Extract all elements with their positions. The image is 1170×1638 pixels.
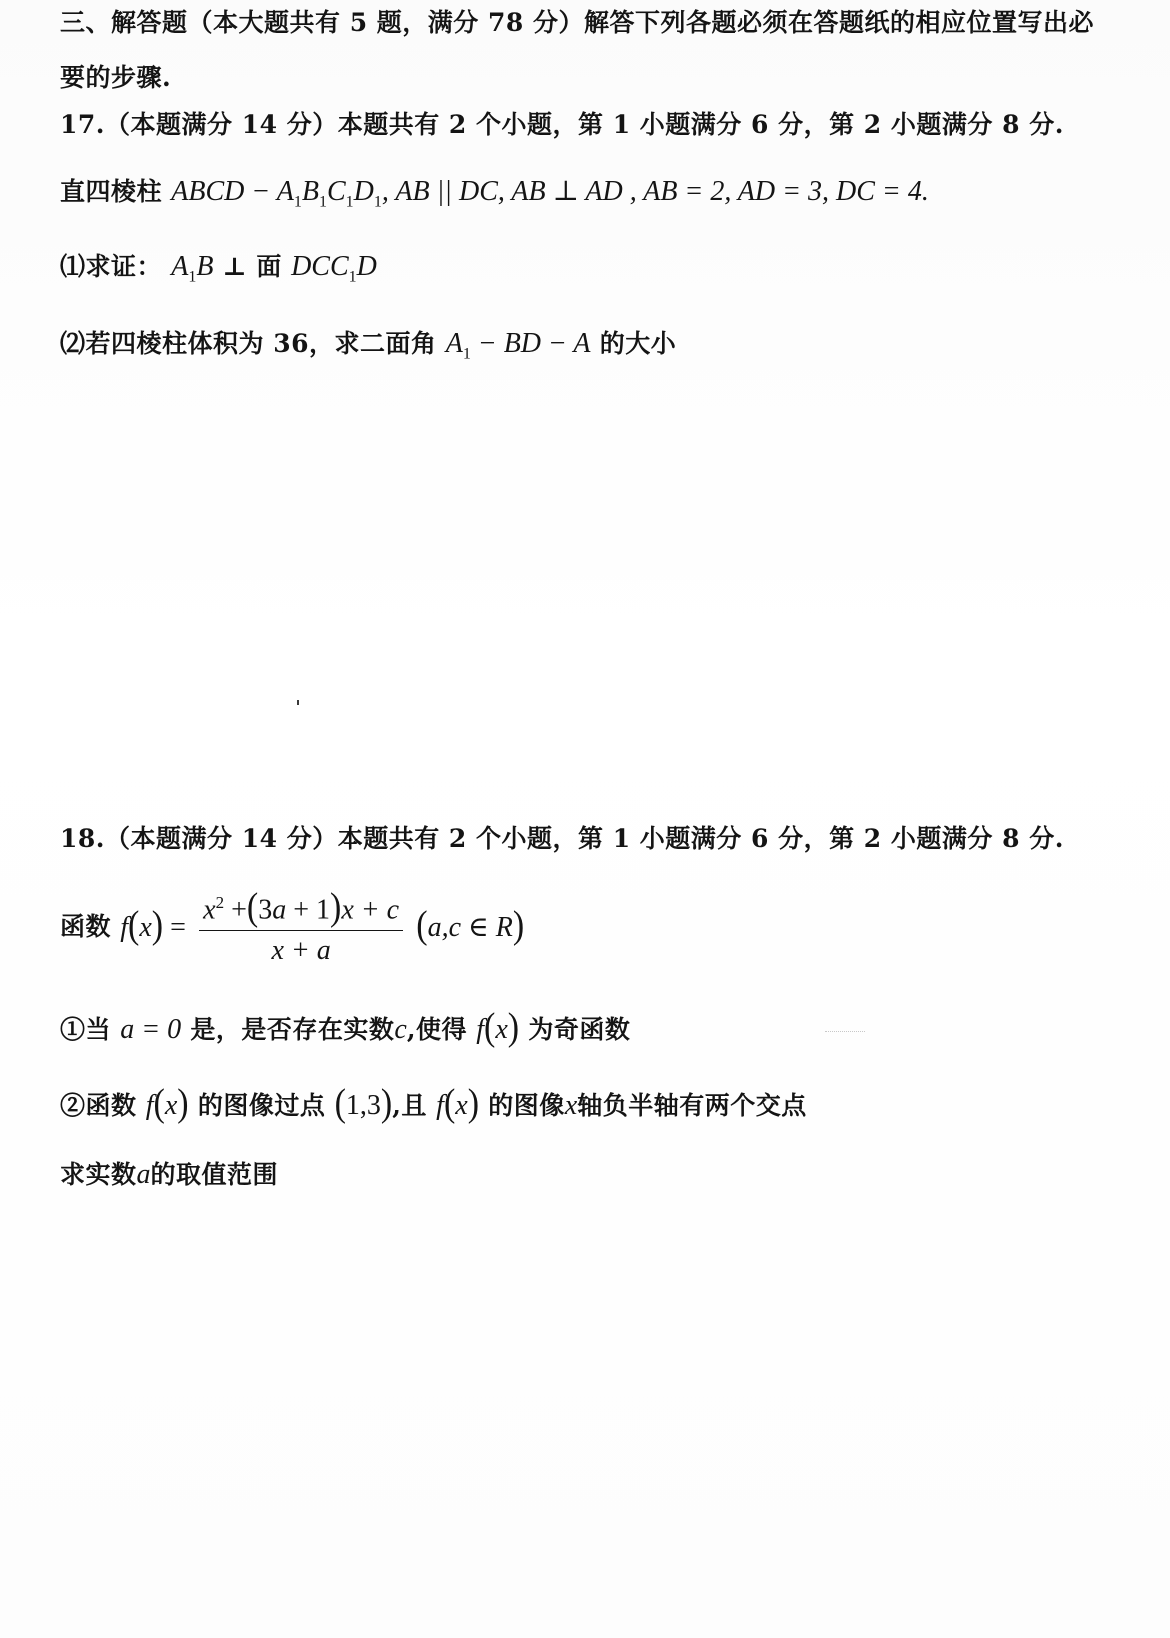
q18-part1-c: c [394, 1014, 407, 1045]
q17-part1-prefix: ⑴求证： [60, 252, 163, 281]
q17-conditions: , AB || DC, AB ⊥ AD , AB = 2, AD = 3, DC = 4. [381, 176, 929, 207]
q17-part2-angle: $A_1$ − BD − A [445, 328, 591, 363]
section-header-line2: 要的步骤. [60, 63, 172, 92]
q18-func-lhs: f(x) = [120, 904, 186, 947]
q17-part1-plane: $DCC_1D$ [291, 251, 377, 286]
q18-part2 [60, 1082, 807, 1125]
q18-part2-prefix: ②函数 [60, 1091, 137, 1120]
q18-part1-cond: a = 0 [120, 1014, 182, 1045]
q17-part1 [60, 250, 377, 295]
q18-function [60, 885, 524, 969]
q17-part1-perp: ⊥ 面 [213, 252, 292, 281]
q17-header: 17.（本题满分 14 分）本题共有 2 个小题，第 1 小题满分 6 分，第 2 小题满分 8 分. [60, 110, 1064, 139]
q17-part1-line: $A_1B$ [171, 251, 214, 286]
q18-part1-fx: f(x) [476, 1006, 520, 1049]
q17-stem [60, 175, 929, 220]
q18-part2-mid: 的图像过点 [197, 1091, 326, 1120]
q18-part2-line2-suffix: 的取值范围 [150, 1160, 279, 1189]
q18-part2-x: x [564, 1090, 578, 1121]
q17-part2 [60, 327, 676, 372]
stray-mark [297, 700, 299, 705]
q18-part2-mid3: 的图像 [488, 1091, 565, 1120]
q18-denominator: x + a [271, 935, 331, 967]
stray-dotted-mark [825, 1031, 865, 1032]
q18-part2-point: (1,3) [334, 1082, 393, 1125]
q18-part2-fx2: f(x) [436, 1082, 480, 1125]
q18-header: 18.（本题满分 14 分）本题共有 2 个小题，第 1 小题满分 6 分，第 2 小题满分 8 分. [60, 824, 1064, 853]
q18-func-prefix: 函数 [60, 912, 112, 942]
q18-domain: (a,c ∈ R) [416, 904, 525, 947]
section-header-line1: 三、解答题（本大题共有 5 题，满分 78 分）解答下列各题必须在答题纸的相应位置写出必 [60, 8, 1095, 37]
q18-part1 [60, 1006, 631, 1049]
q18-part2-mid2: ,且 [392, 1091, 427, 1120]
q18-part2-suffix: 轴负半轴有两个交点 [577, 1091, 807, 1120]
q18-part2-line2-a: a [136, 1159, 151, 1190]
q18-part1-mid2: ,使得 [406, 1015, 468, 1044]
q18-part2-fx: f(x) [145, 1082, 189, 1125]
q17-prism-name: ABCD − $A_1B_1C_1D_1$ [171, 176, 382, 211]
q18-part2-line2 [60, 1158, 278, 1192]
q18-part1-mid: 是，是否存在实数 [190, 1015, 395, 1044]
q18-part1-suffix: 为奇函数 [528, 1015, 631, 1044]
q18-part1-prefix: ①当 [60, 1015, 112, 1044]
q17-part2-suffix: 的大小 [590, 329, 677, 358]
q17-part2-prefix: ⑵若四棱柱体积为 36，求二面角 [60, 329, 446, 358]
q18-fraction [199, 885, 403, 969]
q18-part2-line2-prefix: 求实数 [60, 1160, 137, 1189]
q17-stem-prefix: 直四棱柱 [60, 177, 163, 206]
q18-numerator: $x^2 +(3a + 1)x + c$ [199, 885, 403, 931]
